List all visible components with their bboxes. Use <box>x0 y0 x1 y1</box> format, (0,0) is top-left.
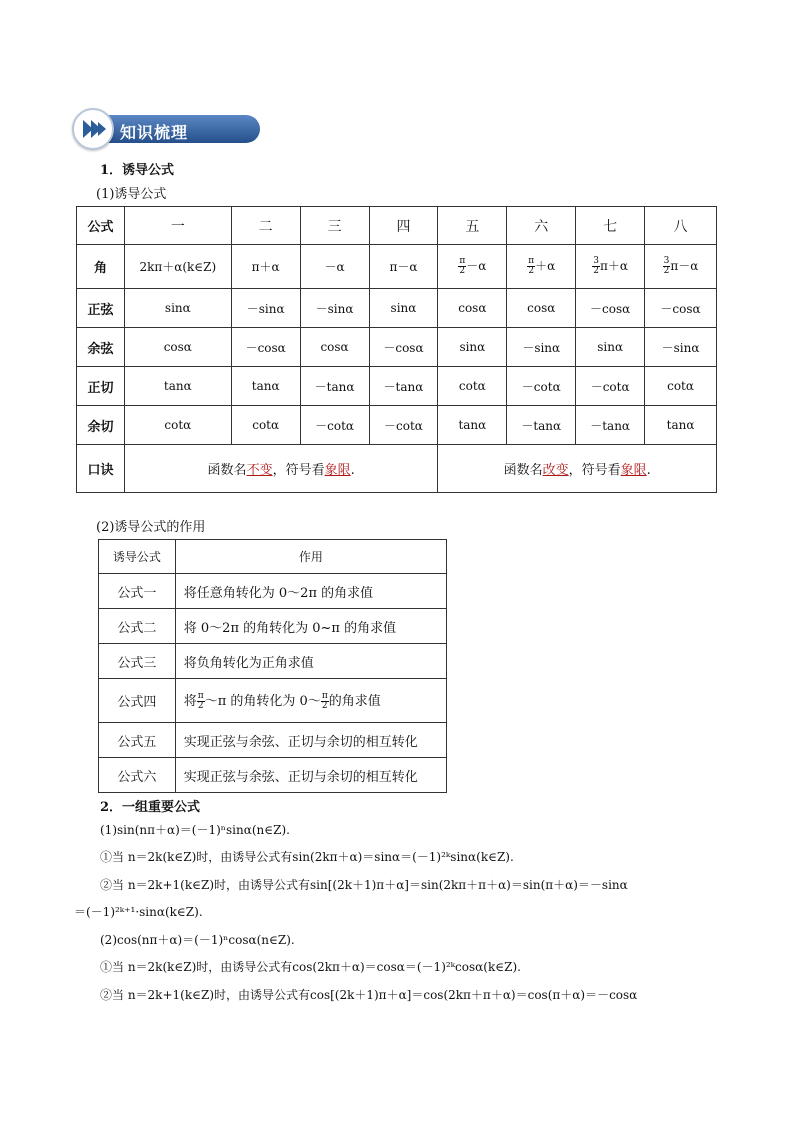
tan-cell: cotα <box>645 367 717 406</box>
formula-line: ②当 n＝2k+1(k∈Z)时，由诱导公式有cos[(2k＋1)π＋α]＝cos(2kπ＋π＋α)＝cos(π＋α)＝－cosα <box>100 988 638 1002</box>
sin-cell: －sinα <box>231 289 300 328</box>
table-row <box>77 406 717 445</box>
row-label: 正切 <box>77 367 125 406</box>
table-row <box>77 367 717 406</box>
tan-cell: －tanα <box>300 367 369 406</box>
banner-title: 知识梳理 <box>120 123 189 142</box>
sin-cell: －cosα <box>645 289 717 328</box>
cos-cell: cosα <box>300 328 369 367</box>
formula-line: (1)sin(nπ＋α)＝(－1)ⁿsinα(n∈Z). <box>100 823 290 837</box>
mnemonic-left: 函数名不变，符号看象限. <box>124 445 438 493</box>
induction-formula-table <box>76 206 717 493</box>
heading-important-formulas: 2．一组重要公式 <box>100 800 201 815</box>
fraction: $\frac{3}{2}$ <box>663 256 670 276</box>
cos-cell: cosα <box>124 328 231 367</box>
cos-cell: －sinα <box>507 328 576 367</box>
formula-use: 将 0～2π 的角转化为 0~π 的角求值 <box>175 609 446 644</box>
table-row <box>99 723 447 758</box>
subheading-formulas: (1)诱导公式 <box>96 187 167 202</box>
angle-cell: $\frac{3}{2}$ π－α <box>645 245 717 289</box>
formula-header: 二 <box>231 207 300 245</box>
formula-use: 将任意角转化为 0～2π 的角求值 <box>175 574 446 609</box>
sin-cell: cosα <box>438 289 507 328</box>
cos-cell: sinα <box>438 328 507 367</box>
formula-use: 将负角转化为正角求值 <box>175 644 446 679</box>
cot-cell: －tanα <box>507 406 576 445</box>
table-row <box>77 289 717 328</box>
formula-name: 公式五 <box>99 723 176 758</box>
formula-name: 公式六 <box>99 758 176 793</box>
table-row <box>77 328 717 367</box>
formula-header: 四 <box>369 207 438 245</box>
tan-cell: －tanα <box>369 367 438 406</box>
formula-line: ①当 n＝2k(k∈Z)时，由诱导公式有cos(2kπ＋α)＝cosα＝(－1)²ᵏcosα(k∈Z). <box>100 960 521 974</box>
angle-cell: $\frac{3}{2}$ π＋α <box>576 245 645 289</box>
angle-cell: $\frac{\pi}{2}$ －α <box>438 245 507 289</box>
play-arrow-icon <box>80 116 108 142</box>
tan-cell: tanα <box>231 367 300 406</box>
formula-header: 五 <box>438 207 507 245</box>
sin-cell: sinα <box>124 289 231 328</box>
row-label: 公式 <box>77 207 125 245</box>
formula-line: ①当 n＝2k(k∈Z)时，由诱导公式有sin(2kπ＋α)＝sinα＝(－1)²ᵏsinα(k∈Z). <box>100 850 514 864</box>
cot-cell: cotα <box>231 406 300 445</box>
fraction: $\frac{\pi}{2}$ <box>321 691 328 711</box>
table-row <box>77 445 717 493</box>
fraction: $\frac{\pi}{2}$ <box>459 256 466 276</box>
sin-cell: sinα <box>369 289 438 328</box>
cot-cell: －cotα <box>369 406 438 445</box>
formula-header: 八 <box>645 207 717 245</box>
row-label: 余弦 <box>77 328 125 367</box>
table-row <box>99 679 447 723</box>
formula-name: 公式四 <box>99 679 176 723</box>
tan-cell: －cotα <box>507 367 576 406</box>
sin-cell: －sinα <box>300 289 369 328</box>
banner-circle <box>72 108 114 150</box>
mnemonic-right: 函数名改变，符号看象限. <box>438 445 717 493</box>
formula-name: 公式二 <box>99 609 176 644</box>
angle-cell: $\frac{\pi}{2}$ ＋α <box>507 245 576 289</box>
formula-name: 公式三 <box>99 644 176 679</box>
heading-induction-formulas: 1．诱导公式 <box>100 163 175 178</box>
angle-cell: －α <box>300 245 369 289</box>
formula-use: 实现正弦与余弦、正切与余切的相互转化 <box>175 758 446 793</box>
table-row <box>77 245 717 289</box>
formula-header: 七 <box>576 207 645 245</box>
tan-cell: －cotα <box>576 367 645 406</box>
sin-cell: －cosα <box>576 289 645 328</box>
cos-cell: －cosα <box>369 328 438 367</box>
table-row <box>99 540 447 574</box>
formula-name: 公式一 <box>99 574 176 609</box>
formula-use: 将 $\frac{\pi}{2}$ ～π 的角转化为 0～ $\frac{\pi}{2}$ 的角求值 <box>175 679 446 723</box>
formula-roles-table <box>98 539 447 793</box>
cot-cell: tanα <box>438 406 507 445</box>
cos-cell: sinα <box>576 328 645 367</box>
column-header: 作用 <box>175 540 446 574</box>
formula-line: (2)cos(nπ＋α)＝(－1)ⁿcosα(n∈Z). <box>100 933 295 947</box>
cot-cell: －cotα <box>300 406 369 445</box>
section-banner <box>72 108 262 150</box>
cot-cell: －tanα <box>576 406 645 445</box>
angle-cell: 2kπ＋α(k∈Z) <box>124 245 231 289</box>
cos-cell: －sinα <box>645 328 717 367</box>
formula-line: ＝(－1)²ᵏ⁺¹·sinα(k∈Z). <box>74 905 203 919</box>
fraction: $\frac{3}{2}$ <box>593 256 599 276</box>
table-row <box>99 574 447 609</box>
table-row <box>99 644 447 679</box>
fraction: $\frac{\pi}{2}$ <box>197 691 204 711</box>
cot-cell: cotα <box>124 406 231 445</box>
table-row <box>99 758 447 793</box>
row-label: 正弦 <box>77 289 125 328</box>
cos-cell: －cosα <box>231 328 300 367</box>
row-label: 口诀 <box>77 445 125 493</box>
formula-header: 六 <box>507 207 576 245</box>
formula-header: 一 <box>124 207 231 245</box>
formula-header: 三 <box>300 207 369 245</box>
subheading-formula-roles: (2)诱导公式的作用 <box>96 520 206 535</box>
angle-cell: π－α <box>369 245 438 289</box>
row-label: 余切 <box>77 406 125 445</box>
formula-use: 实现正弦与余弦、正切与余切的相互转化 <box>175 723 446 758</box>
table-row <box>77 207 717 245</box>
column-header: 诱导公式 <box>99 540 176 574</box>
sin-cell: cosα <box>507 289 576 328</box>
tan-cell: tanα <box>124 367 231 406</box>
row-label: 角 <box>77 245 125 289</box>
tan-cell: cotα <box>438 367 507 406</box>
table-row <box>99 609 447 644</box>
angle-cell: π＋α <box>231 245 300 289</box>
formula-line: ②当 n＝2k+1(k∈Z)时，由诱导公式有sin[(2k＋1)π＋α]＝sin(2kπ＋π＋α)＝sin(π＋α)＝－sinα <box>100 878 628 892</box>
cot-cell: tanα <box>645 406 717 445</box>
fraction: $\frac{\pi}{2}$ <box>528 256 535 276</box>
